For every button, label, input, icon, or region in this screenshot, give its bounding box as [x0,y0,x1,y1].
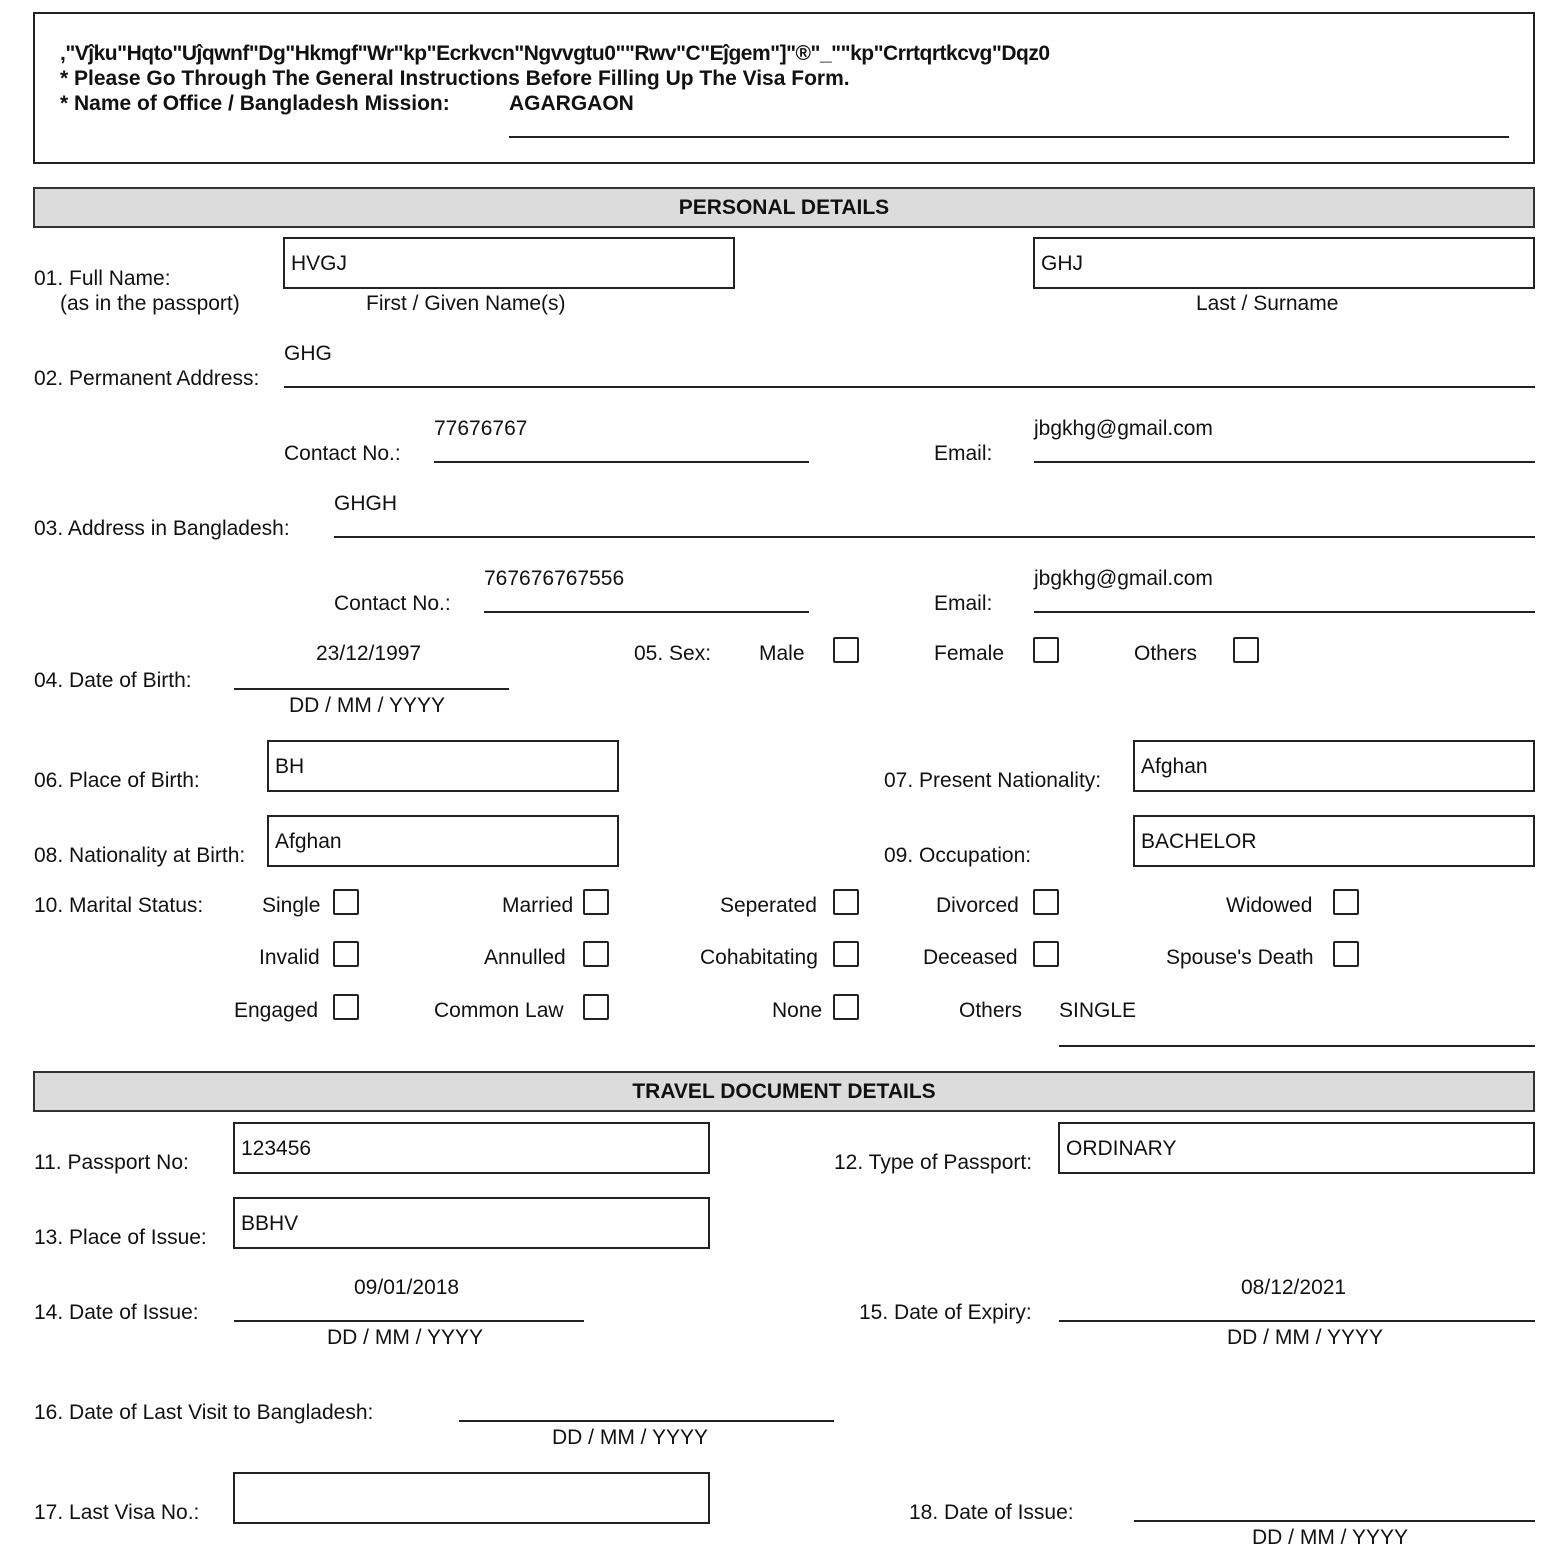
perm-contact-value[interactable]: 77676767 [434,417,528,440]
marital-engaged-label: Engaged [234,999,319,1022]
dob-label: 04. Date of Birth: [34,669,192,692]
visa-date-of-issue-format: DD / MM / YYYY [1252,1526,1408,1549]
garbled-instruction: ,"Vĵku"Hqto"Uĵqwnf"Dg"Hkmgf"Wr"kp"Ecrkvcn"Ngvvgtu0""Rwv"C"Eĵgem"]"®"_""kp"Crrtqrtkcvg"Dqz0 [60,42,1050,65]
passport-no-label: 11. Passport No: [34,1151,189,1174]
present-nationality-label: 07. Present Nationality: [884,769,1102,792]
last-name-field[interactable]: GHJ [1033,237,1535,289]
full-name-sublabel: (as in the passport) [60,292,240,315]
marital-divorced-checkbox[interactable] [1033,889,1059,915]
marital-deceased-checkbox[interactable] [1033,941,1059,967]
marital-cohabitating-label: Cohabitating [700,946,818,969]
marital-married-checkbox[interactable] [583,889,609,915]
marital-deceased-label: Deceased [923,946,1018,969]
marital-annulled-checkbox[interactable] [583,941,609,967]
marital-widowed-checkbox[interactable] [1333,889,1359,915]
sex-female-checkbox[interactable] [1033,637,1059,663]
bd-contact-line [484,611,809,613]
occupation-label: 09. Occupation: [884,844,1032,867]
marital-others-label: Others [959,999,1023,1022]
office-value[interactable]: AGARGAON [509,92,634,115]
personal-details-header: PERSONAL DETAILS [33,187,1535,228]
last-visit-format: DD / MM / YYYY [552,1426,708,1449]
travel-details-header: TRAVEL DOCUMENT DETAILS [33,1071,1535,1112]
bd-address-label: 03. Address in Bangladesh: [34,517,290,540]
bd-address-line [334,536,1535,538]
dob-line [234,688,509,690]
passport-type-field[interactable]: ORDINARY [1058,1122,1535,1174]
pob-field[interactable]: BH [267,740,619,792]
perm-email-label: Email: [934,442,993,465]
date-of-expiry-label: 15. Date of Expiry: [859,1301,1032,1324]
date-of-issue-line [234,1320,584,1322]
marital-status-label: 10. Marital Status: [34,894,204,917]
dob-value[interactable]: 23/12/1997 [316,642,422,665]
marital-married-label: Married [502,894,574,917]
bd-email-value[interactable]: jbgkhg@gmail.com [1034,567,1213,590]
instruction-line: * Please Go Through The General Instructions Before Filling Up The Visa Form. [60,67,850,90]
bd-email-line [1034,611,1535,613]
marital-none-checkbox[interactable] [833,994,859,1020]
marital-seperated-label: Seperated [720,894,817,917]
perm-contact-line [434,461,809,463]
sex-label: 05. Sex: [634,642,712,665]
occupation-field[interactable]: BACHELOR [1133,815,1535,867]
present-nationality-field[interactable]: Afghan [1133,740,1535,792]
date-of-issue-label: 14. Date of Issue: [34,1301,199,1324]
bd-email-label: Email: [934,592,993,615]
date-of-issue-format: DD / MM / YYYY [327,1326,483,1349]
marital-invalid-label: Invalid [259,946,320,969]
marital-others-value[interactable]: SINGLE [1059,999,1137,1022]
visa-date-of-issue-label: 18. Date of Issue: [909,1501,1074,1524]
perm-email-line [1034,461,1535,463]
pob-label: 06. Place of Birth: [34,769,200,792]
first-name-field[interactable]: HVGJ [283,237,735,289]
marital-spouses-death-checkbox[interactable] [1333,941,1359,967]
bd-address-value[interactable]: GHGH [334,492,397,515]
marital-single-label: Single [262,894,321,917]
sex-female-label: Female [934,642,1005,665]
sex-others-label: Others [1134,642,1198,665]
marital-single-checkbox[interactable] [333,889,359,915]
marital-seperated-checkbox[interactable] [833,889,859,915]
place-of-issue-field[interactable]: BBHV [233,1197,710,1249]
nationality-at-birth-field[interactable]: Afghan [267,815,619,867]
date-of-expiry-line [1059,1320,1535,1322]
perm-address-value[interactable]: GHG [284,342,332,365]
date-of-issue-value[interactable]: 09/01/2018 [354,1276,460,1299]
last-name-caption: Last / Surname [1196,292,1339,315]
marital-common-law-checkbox[interactable] [583,994,609,1020]
nationality-at-birth-label: 08. Nationality at Birth: [34,844,246,867]
sex-male-checkbox[interactable] [833,637,859,663]
office-underline [509,136,1509,138]
place-of-issue-label: 13. Place of Issue: [34,1226,207,1249]
perm-email-value[interactable]: jbgkhg@gmail.com [1034,417,1213,440]
full-name-label: 01. Full Name: [34,267,171,290]
marital-engaged-checkbox[interactable] [333,994,359,1020]
marital-annulled-label: Annulled [484,946,566,969]
last-visa-field[interactable] [233,1472,710,1524]
perm-contact-label: Contact No.: [284,442,401,465]
bd-contact-value[interactable]: 767676767556 [484,567,625,590]
office-label: * Name of Office / Bangladesh Mission: [60,92,450,115]
bd-contact-label: Contact No.: [334,592,451,615]
marital-divorced-label: Divorced [936,894,1019,917]
sex-others-checkbox[interactable] [1233,637,1259,663]
marital-invalid-checkbox[interactable] [333,941,359,967]
marital-cohabitating-checkbox[interactable] [833,941,859,967]
date-of-expiry-format: DD / MM / YYYY [1227,1326,1383,1349]
marital-widowed-label: Widowed [1226,894,1313,917]
date-of-expiry-value[interactable]: 08/12/2021 [1241,1276,1347,1299]
visa-date-of-issue-line [1134,1520,1535,1522]
marital-spouses-death-label: Spouse's Death [1166,946,1314,969]
sex-male-label: Male [759,642,805,665]
perm-address-line [284,386,1535,388]
passport-no-field[interactable]: 123456 [233,1122,710,1174]
marital-none-label: None [772,999,823,1022]
first-name-caption: First / Given Name(s) [366,292,566,315]
last-visit-line [459,1420,834,1422]
perm-address-label: 02. Permanent Address: [34,367,260,390]
last-visa-label: 17. Last Visa No.: [34,1501,200,1524]
dob-format: DD / MM / YYYY [289,694,445,717]
last-visit-label: 16. Date of Last Visit to Bangladesh: [34,1401,374,1424]
marital-others-line [1059,1045,1535,1047]
passport-type-label: 12. Type of Passport: [834,1151,1033,1174]
marital-common-law-label: Common Law [434,999,564,1022]
